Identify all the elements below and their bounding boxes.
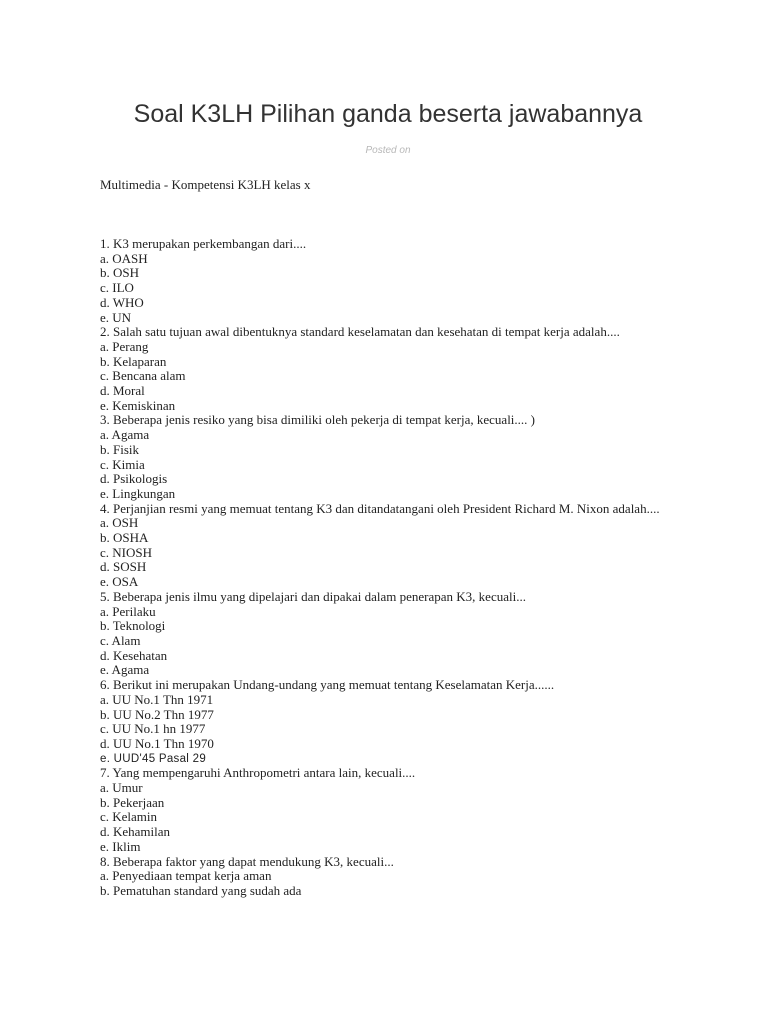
answer-option: d. Kehamilan [100,824,171,840]
question-line: 6. Berikut ini merupakan Undang-undang yang memuat tentang Keselamatan Kerja...... [100,677,555,693]
answer-option: a. Agama [100,427,150,443]
answer-option: b. UU No.2 Thn 1977 [100,706,214,722]
answer-option: a. OASH [100,250,148,266]
answer-option: e. Kemiskinan [100,397,176,413]
answer-option: c. Kelamin [100,809,158,825]
answer-option: e. UUD'45 Pasal 29 [100,752,207,765]
posted-on-label: Posted on [365,145,411,156]
answer-option: a. Perang [100,338,149,354]
answer-option: b. Kelaparan [100,353,167,369]
answer-option: b. OSHA [100,530,149,546]
answer-option: c. Alam [100,632,141,648]
answer-option: d. WHO [100,294,144,310]
answer-option: c. NIOSH [100,544,152,560]
question-line: 8. Beberapa faktor yang dapat mendukung K3, kecuali... [100,853,394,869]
answer-option: c. UU No.1 hn 1977 [100,721,206,737]
document-subtitle: Multimedia - Kompetensi K3LH kelas x [100,177,311,192]
answer-option: d. UU No.1 Thn 1970 [100,735,214,751]
answer-option: c. Kimia [100,456,145,472]
answer-option: c. Bencana alam [100,368,186,384]
page-title: Soal K3LH Pilihan ganda beserta jawabannya [133,100,643,128]
answer-option: b. Pematuhan standard yang sudah ada [100,882,302,898]
answer-option: c. ILO [100,280,134,296]
answer-option: a. UU No.1 Thn 1971 [100,691,214,707]
answer-option: d. Kesehatan [100,647,168,663]
answer-option: e. Agama [100,662,150,678]
answer-option: b. Pekerjaan [100,794,165,810]
answer-option: b. Teknologi [100,618,166,634]
answer-option: e. Iklim [100,838,141,854]
answer-option: d. Psikologis [100,471,168,487]
question-line: 5. Beberapa jenis ilmu yang dipelajari dan dipakai dalam penerapan K3, kecuali... [100,588,526,604]
answer-option: a. Umur [100,780,143,796]
answer-option: b. Fisik [100,441,140,457]
answer-option: a. OSH [100,515,139,531]
answer-option: b. OSH [100,265,140,281]
question-list [100,237,660,899]
answer-option: a. Perilaku [100,603,156,619]
answer-option: a. Penyediaan tempat kerja aman [100,868,272,884]
answer-option: d. SOSH [100,559,147,575]
question-line: 4. Perjanjian resmi yang memuat tentang K3 dan ditandatangani oleh President Richard M. Nixon adalah.... [100,500,660,516]
answer-option: e. Lingkungan [100,485,176,501]
answer-option: e. UN [100,309,132,325]
question-line: 1. K3 merupakan perkembangan dari.... [100,236,307,251]
question-line: 3. Beberapa jenis resiko yang bisa dimiliki oleh pekerja di tempat kerja, kecuali.... ) [100,412,535,428]
question-line: 7. Yang mempengaruhi Anthropometri antara lain, kecuali.... [100,765,416,781]
answer-option: d. Moral [100,383,145,399]
question-line: 2. Salah satu tujuan awal dibentuknya standard keselamatan dan kesehatan di tempat kerja adalah.... [100,324,620,340]
answer-option: e. OSA [100,574,139,590]
